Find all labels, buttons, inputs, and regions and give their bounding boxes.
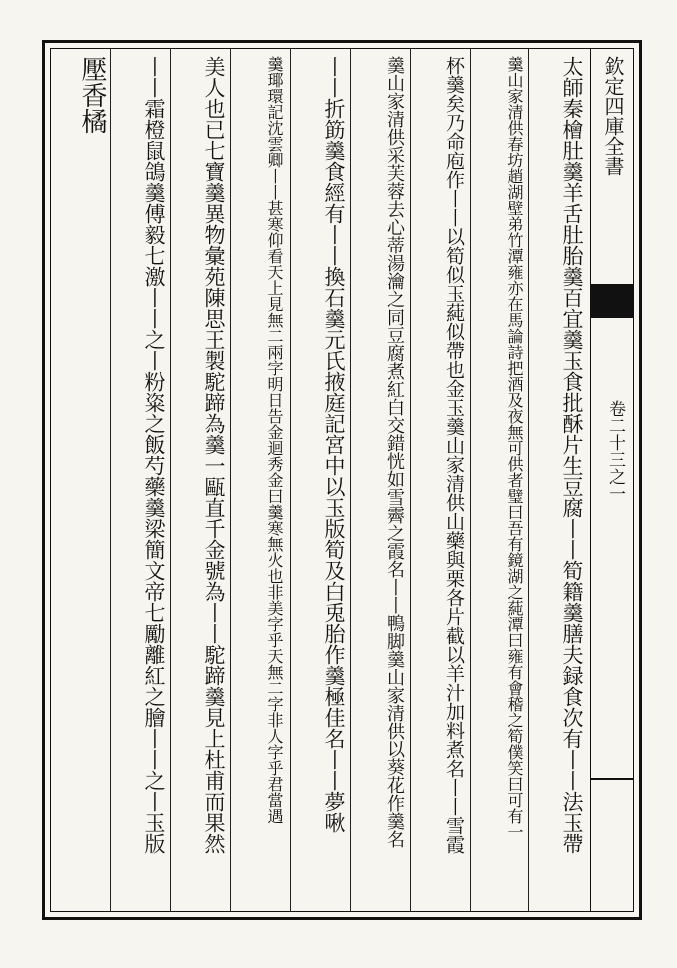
text-column-6: 羹瑘環記沈雲卿丨丨甚寒仰看天上見無二兩字明日告金迴秀金曰羹寒無火也非美字乎天無二字非人字乎君當遇 bbox=[265, 56, 284, 824]
margin-volume: 卷二十三之一 bbox=[605, 400, 625, 502]
column-rule bbox=[410, 48, 411, 912]
text-column-5: 丨丨折筯羹食經有丨丨換石羹元氏掖庭記宮中以玉版筍及白兎胎作羹極佳名丨丨夢啾 bbox=[322, 56, 346, 833]
text-column-1: 太師秦檜肚羹羊舌肚胎羹百宜羹玉食批酥片生豆腐丨丨筍籍羹膳夫録食次有丨丨法玉帶 bbox=[560, 56, 584, 854]
column-rule bbox=[110, 48, 111, 912]
column-rule bbox=[350, 48, 351, 912]
column-rule bbox=[230, 48, 231, 912]
column-rule bbox=[470, 48, 471, 912]
column-rule bbox=[528, 48, 529, 912]
text-column-9: 壓香橘 bbox=[77, 56, 107, 134]
column-rule bbox=[290, 48, 291, 912]
text-column-3: 杯羹矣乃命庖作丨丨以筍似玉蒓似帶也金玉羹山家清供山藥與栗各片截以羊汁加料煮名丨丨雪霞 bbox=[443, 56, 465, 854]
text-column-7: 美人也已七寶羹異物彙苑陳思王製駝蹄為羹一甌直千金號為丨丨駝蹄羹見上杜甫而果然 bbox=[202, 56, 226, 854]
text-column-8: 丨丨霜橙鼠鴿羹傅毅七激丨丨之丨粉粢之飯芍藥羹梁簡文帝七勵離紅之膾丨丨之丨玉版 bbox=[142, 56, 166, 854]
margin-rule bbox=[590, 778, 634, 780]
column-rule bbox=[170, 48, 171, 912]
text-column-2: 羹山家清供春坊趙湖壁弟竹潭雍亦在馬論詩把酒及夜無可供者璧曰吾有鏡湖之蒓潭曰雍有會稽之筍僕笑曰可有一 bbox=[505, 56, 524, 840]
text-column-4: 羹山家清供采芙蓉去心蒂湯瀹之同豆腐煮紅白交錯恍如雪霽之霞名丨丨鴨脚羹山家清供以葵花作羹名 bbox=[384, 56, 405, 848]
fishtail-mark bbox=[590, 284, 634, 318]
margin-book-title: 欽定四庫全書 bbox=[601, 56, 625, 176]
